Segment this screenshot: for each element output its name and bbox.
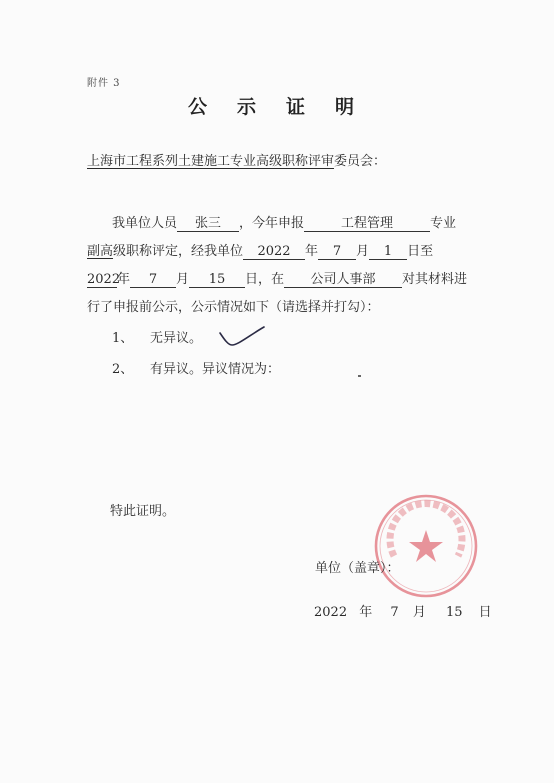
body-line-1 (112, 212, 456, 232)
start-month-field: 7 (318, 244, 356, 260)
year-label: 年 (305, 244, 319, 259)
page-title: 公示证明 (188, 96, 385, 118)
title-level: 副高 (87, 244, 114, 259)
sign-month: 7 (390, 605, 399, 620)
sign-day: 15 (445, 605, 463, 620)
sign-year: 2022 (314, 605, 348, 620)
addressee-committee: 上海市工程系列土建施工专业高级职称评审 (87, 154, 335, 169)
unit-seal-label: 单位（盖章）： (315, 561, 400, 576)
body-line2-prefix: 级职称评定，经我单位 (113, 244, 244, 259)
end-day-field: 15 (189, 272, 245, 288)
closing-statement: 特此证明。 (110, 504, 176, 519)
option-objection (112, 358, 280, 377)
end-year-label: 年 (117, 272, 131, 287)
start-year-field: 2022 (243, 244, 305, 260)
start-day-field: 1 (369, 244, 407, 260)
specialty-field: 工程管理 (304, 216, 430, 232)
end-year-field: 2022 (87, 272, 121, 287)
body-line-2 (87, 240, 433, 260)
signature-date (314, 601, 492, 620)
scan-speck (358, 375, 361, 377)
addressee-suffix: 委员会： (334, 154, 387, 169)
body-line3-suffix: 对其材料进 (402, 272, 468, 287)
end-month-label: 月 (176, 272, 190, 287)
option-1-number: 1、 (112, 331, 134, 346)
option-1-text: 无异议。 (150, 331, 203, 346)
body-prefix: 我单位人员 (112, 216, 178, 231)
body-line-4: 行了申报前公示，公示情况如下（请选择并打勾）： (87, 300, 380, 315)
month-label: 月 (356, 244, 370, 259)
person-name-field: 张三 (177, 216, 239, 232)
handwritten-check-icon (216, 323, 268, 351)
addressee-line (87, 150, 386, 169)
body-line-3 (87, 268, 467, 288)
body-line3-mid: 日，在 (245, 272, 285, 287)
sign-day-label: 日 (478, 605, 492, 620)
body-suffix: 专业 (430, 216, 457, 231)
option-2-text: 有异议。异议情况为： (150, 362, 281, 377)
body-mid: ，今年申报 (239, 216, 305, 231)
body-line2-suffix: 日至 (407, 244, 434, 259)
option-no-objection (112, 327, 202, 346)
option-2-number: 2、 (112, 362, 134, 377)
company-seal-stamp (372, 492, 480, 600)
sign-year-label: 年 (359, 605, 373, 620)
end-month-field: 7 (130, 272, 176, 288)
publicity-place-field: 公司人事部 (284, 272, 402, 288)
sign-month-label: 月 (412, 605, 426, 620)
attachment-label: 附件 3 (87, 78, 121, 89)
